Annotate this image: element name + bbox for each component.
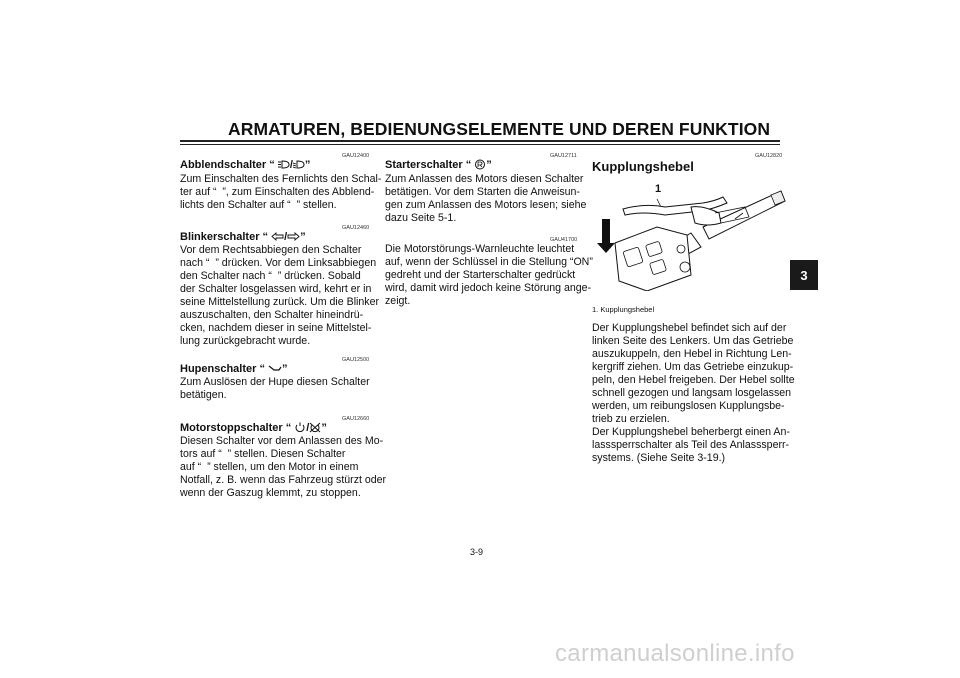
clutch-lever-text: Der Kupplungshebel befindet sich auf der linken Seite des Lenkers. Um das Getriebe auszukuppeln, den Hebel in Richtung Len- kergriff ziehen. Um das Getriebe einzukup- peln, den Hebel freigeben. Der Hebel sollte schnell gezogen und langsam losgelassen werden, um reibungslosen Kupplungsbe- trieb zu erzielen. Der Kupplungshebel beherbergt einen An- lasssperrschalter als Teil des Anlasssperr- systems. (Siehe Seite 3-19.): [592, 322, 795, 464]
section-code: GAU12400: [342, 153, 370, 159]
header-rule: [180, 140, 780, 142]
arrow-down-icon: [597, 219, 615, 253]
horn-text: Zum Auslösen der Hupe diesen Schalter betätigen.: [180, 376, 370, 401]
watermark[interactable]: carmanualsonline.info: [555, 640, 795, 667]
section-code: GAU12820: [755, 153, 783, 159]
section-heading-clutch-lever: Kupplungshebel: [592, 159, 694, 174]
section-heading-horn: Hupenschalter “ ”: [180, 363, 288, 375]
section-heading-engine-stop: Motorstoppschalter “ / ”: [180, 422, 327, 434]
turn-right-icon: [287, 232, 300, 241]
high-beam-icon: [278, 160, 290, 169]
header-rule-thin: [180, 144, 780, 145]
low-beam-icon: [293, 160, 305, 169]
dimmer-switch-text: Zum Einschalten des Fernlichts den Schal- ter auf “ ”, zum Einschalten des Abblend- lichts den Schalter auf “ ” stellen.: [180, 173, 382, 211]
section-code: GAU12500: [342, 357, 370, 363]
horn-icon: [268, 364, 282, 373]
section-heading-start-switch: Starterschalter “ ”: [385, 159, 492, 171]
engine-stop-icon: [309, 422, 321, 433]
turn-left-icon: [271, 232, 284, 241]
section-heading-turn-signal: Blinkerschalter “ / ”: [180, 231, 306, 243]
heading-text: Abblendschalter “: [180, 159, 275, 171]
turn-signal-text: Vor dem Rechtsabbiegen den Schalter nach “ ” drücken. Vor dem Linksabbiegen den Schalter nach “ ” drücken. Sobald der Schalter losgelassen wird, kehrt er in seine Mittelstellung zurück. Um die Blinker auszuschalten, den Schalter hineindrü- cken, nachdem dieser in seine Mittelstel- lung zurückgebracht wurde.: [180, 244, 380, 347]
section-heading-dimmer-switch: Abblendschalter “ / ”: [180, 159, 311, 171]
start-switch-text: Zum Anlassen des Motors diesen Schalter betätigen. Vor dem Starten die Anweisun- gen zum Anlassen des Motors lesen; siehe dazu Seite 5-1.: [385, 173, 587, 224]
page-title: ARMATUREN, BEDIENUNGSELEMENTE UND DEREN FUNKTION: [228, 119, 771, 139]
figure-label: 1: [655, 183, 662, 195]
chapter-tab[interactable]: 3: [790, 260, 818, 290]
section-code: GAU12660: [342, 416, 370, 422]
start-icon: [474, 159, 486, 170]
figure-caption: 1. Kupplungshebel: [592, 305, 655, 314]
clutch-lever-figure: [595, 183, 787, 291]
malfunction-light-text: Die Motorstörungs-Warnleuchte leuchtet auf, wenn der Schlüssel in die Stellung “ON” gedreht und der Starterschalter gedrückt wird, damit wird jedoch keine Störung ange- zeigt.: [385, 243, 593, 307]
engine-stop-text: Diesen Schalter vor dem Anlassen des Mo- tors auf “ ” stellen. Diesen Schalter auf “ ” stellen, um den Motor in einem Notfall, z. B. wenn das Fahrzeug stürzt oder wenn der Gaszug klemmt, zu stoppen.: [180, 435, 387, 499]
section-code: GAU12711: [550, 153, 577, 159]
section-code: GAU41700: [550, 237, 578, 243]
section-code: GAU12460: [342, 225, 370, 231]
page-number: 3-9: [470, 547, 484, 557]
engine-run-icon: [294, 422, 306, 433]
